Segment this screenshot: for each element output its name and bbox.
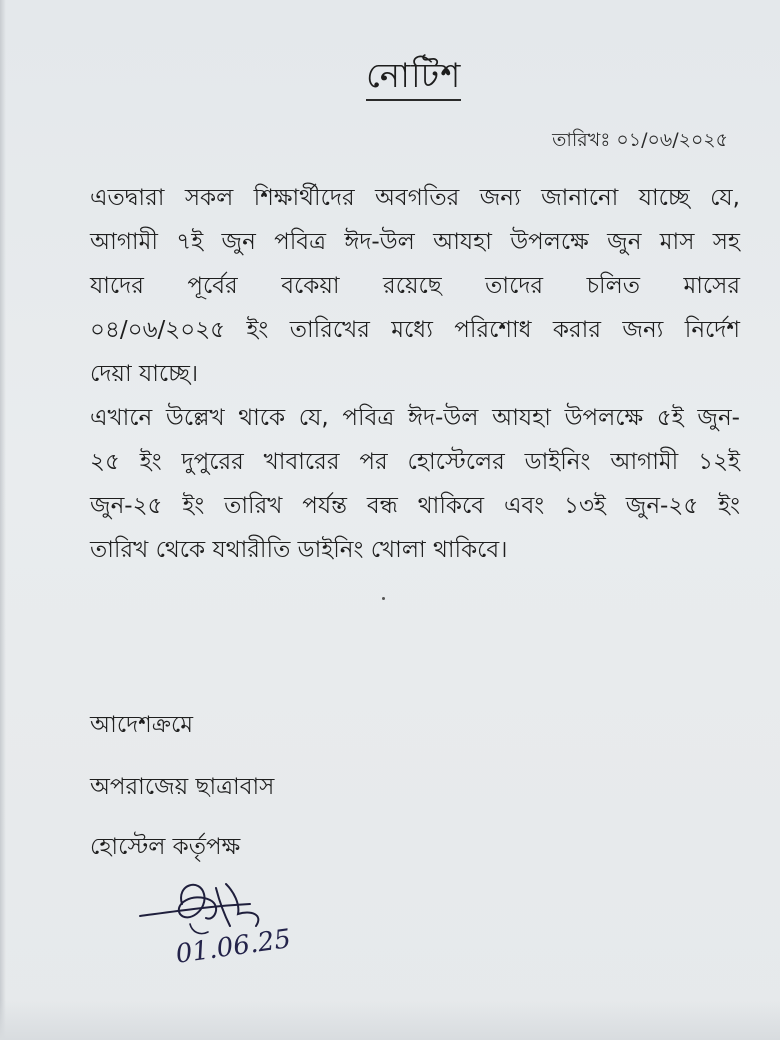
paragraph-dining-closure — [90, 396, 740, 572]
paragraph2-line: ২৫ ইং দুপুরের খাবারের পর হোস্টেলের ডাইনিং আগামী ১২ই — [90, 449, 740, 475]
authority-label: হোস্টেল কর্তৃপক্ষ — [90, 834, 241, 860]
paragraph1-line: আগামী ৭ই জুন পবিত্র ঈদ-উল আযহা উপলক্ষে জুন মাস সহ — [90, 229, 740, 255]
paragraph-payment-notice — [90, 176, 740, 396]
paper-bottom-shading — [0, 1000, 780, 1040]
paragraph2-line: তারিখ থেকে যথারীতি ডাইনিং খোলা থাকিবে। — [90, 537, 508, 563]
paragraph1-line: ০৪/০৬/২০২৫ ইং তারিখের মধ্যে পরিশোধ করার জন্য নির্দেশ — [90, 317, 740, 343]
paragraph1-line: যাদের পূর্বের বকেয়া রয়েছে তাদের চলিত মাসের — [90, 273, 740, 299]
paragraph2-line: জুন-২৫ ইং তারিখ পর্যন্ত বন্ধ থাকিবে এবং ১৩ই জুন-২৫ ইং — [90, 493, 740, 519]
paragraph1-line: এতদ্বারা সকল শিক্ষার্থীদের অবগতির জন্য জানানো যাচ্ছে যে, — [90, 185, 740, 211]
hostel-name: অপরাজেয় ছাত্রাবাস — [90, 774, 275, 800]
by-order-label: আদেশক্রমে — [90, 712, 194, 738]
paper-edge-shadow — [0, 0, 6, 1040]
notice-date: তারিখঃ ০১/০৬/২০২৫ — [552, 129, 728, 151]
ink-speck — [382, 597, 385, 600]
paragraph1-line: দেয়া যাচ্ছে। — [90, 361, 199, 387]
notice-title: নোটিশ — [366, 56, 461, 101]
paragraph2-line: এখানে উল্লেখ থাকে যে, পবিত্র ঈদ-উল আযহা উপলক্ষে ৫ই জুন- — [90, 405, 740, 431]
signature-date: 01.06.25 — [173, 924, 293, 970]
